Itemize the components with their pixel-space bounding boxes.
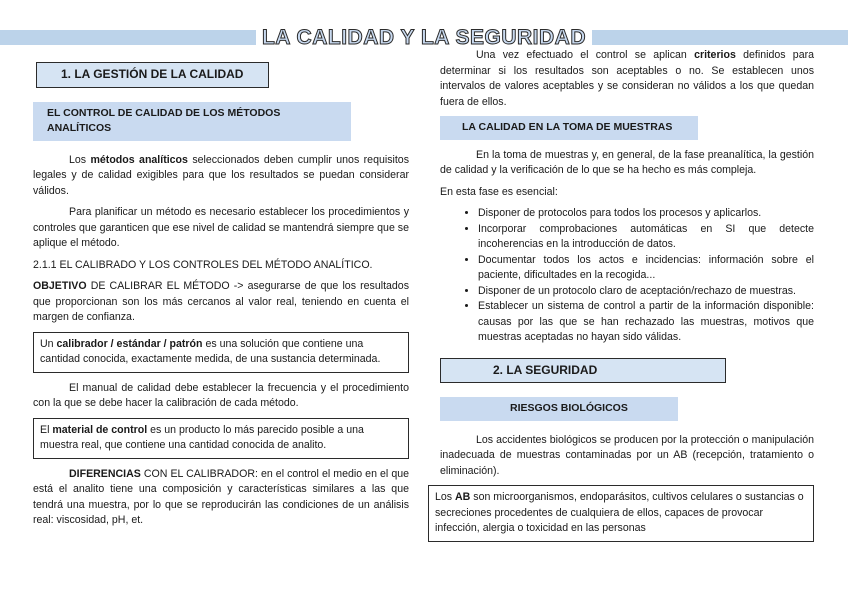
text-span: DE CALIBRAR EL MÉTODO -> asegurarse de que los resultados que proporcionan son los más cercanos al valor real, teniendo en cuenta el margen de confianza.	[33, 280, 409, 323]
page-title: LA CALIDAD Y LA SEGURIDAD	[256, 26, 592, 50]
text-span: El	[40, 423, 53, 436]
paragraph-objetivo	[33, 279, 409, 326]
text-span: son microorganismos, endoparásitos, cultivos celulares o sustancias o secreciones procedentes de cualquiera de ellos, capaces de provocar infección, alergia o toxicidad en las personas	[435, 491, 804, 534]
text-span: es una solución que contiene una cantidad conocida, exactamente medida, de una sustancia determinada.	[40, 337, 381, 365]
paragraph-diferencias	[33, 467, 409, 529]
text-span: Un	[40, 337, 57, 350]
bold-term: calibrador / estándar / patrón	[56, 337, 203, 350]
text-span: Una vez efectuado el control se aplican	[476, 49, 695, 61]
text-span: es un producto lo más parecido posible a una muestra real, que contiene una cantidad conocida de analito.	[40, 423, 364, 451]
paragraph-manual: El manual de calidad debe establecer la frecuencia y el procedimiento con la que se debe hacer la calibración de cada método.	[33, 381, 409, 409]
paragraph-criterios	[440, 48, 814, 110]
bold-term: material de control	[52, 423, 148, 436]
bold-term: métodos analíticos	[90, 153, 188, 166]
text-span: Los	[435, 491, 456, 503]
page-title-wrap	[0, 26, 848, 50]
right-column	[435, 48, 814, 550]
paragraph-toma-muestras: En la toma de muestras y, en general, de la fase preanalítica, la gestión de calidad y la verificación de lo que se ha hecho es más compleja.	[440, 148, 814, 176]
text-span: CON EL CALIBRADOR: en el control el medio en el que está el analito tiene una composición y características similares a las que tendrá una muestra, por lo que se reproducirán las condiciones de un análisis real: viscosidad, pH, et.	[33, 467, 409, 526]
bullet-list	[440, 206, 814, 346]
text-span: definidos para determinar si los resultados son aceptables o no. Se establecen unos intervalos de valores aceptables y se consideran no válidos a los que quedan fuera de ellos.	[440, 49, 814, 108]
list-item: • Incorporar comprobaciones automáticas en SI que detecte incoherencias en la introducción de datos.	[478, 222, 814, 253]
list-item: • Disponer de protocolos para todos los procesos y aplicarlos.	[478, 206, 814, 222]
section-heading-calidad: 1. LA GESTIÓN DE LA CALIDAD	[36, 62, 269, 88]
subheading-riesgos: RIESGOS BIOLÓGICOS	[440, 397, 678, 421]
list-item: • Establecer un sistema de control a partir de la información disponible: causas por las que se han rechazado las muestras, motivos que muestras aceptadas no hayan sido válidas.	[478, 299, 814, 346]
paragraph-metodos	[33, 153, 409, 200]
paragraph-calibrado-heading: 2.1.1 EL CALIBRADO Y LOS CONTROLES DEL MÉTODO ANALÍTICO.	[33, 258, 373, 271]
list-item: • Documentar todos los actos e incidencias: información sobre el paciente, dificultades en la recogida...	[478, 253, 814, 284]
paragraph-esencial: En esta fase es esencial:	[440, 185, 558, 198]
text-span: Los	[69, 153, 91, 166]
bold-term: OBJETIVO	[33, 280, 87, 292]
left-column	[33, 48, 409, 535]
paragraph-accidentes: Los accidentes biológicos se producen por la protección o manipulación inadecuada de muestras contaminadas por un AB (recepción, tratamiento o eliminación).	[440, 433, 814, 477]
list-item: • Disponer de un protocolo claro de aceptación/rechazo de muestras.	[478, 284, 814, 300]
subheading-toma-muestras: LA CALIDAD EN LA TOMA DE MUESTRAS	[440, 116, 698, 140]
subheading-control-calidad: EL CONTROL DE CALIDAD DE LOS MÉTODOS ANALÍTICOS	[33, 102, 351, 141]
bold-term: DIFERENCIAS	[69, 467, 141, 480]
bold-term: criterios	[694, 49, 736, 61]
text-span: seleccionados deben cumplir unos requisitos legales y de calidad exigibles para que los resultados se puedan considerar válidos.	[33, 153, 409, 197]
paragraph-planificar: Para planificar un método es necesario establecer los procedimientos y controles que garanticen que ese nivel de calidad se mantendrá siempre que se aplique el método.	[33, 206, 409, 249]
section-heading-seguridad: 2. LA SEGURIDAD	[440, 358, 726, 384]
definition-box-material-control	[33, 418, 409, 459]
definition-box-calibrador	[33, 332, 409, 373]
definition-box-ab	[428, 485, 814, 542]
bold-term: AB	[455, 491, 471, 503]
